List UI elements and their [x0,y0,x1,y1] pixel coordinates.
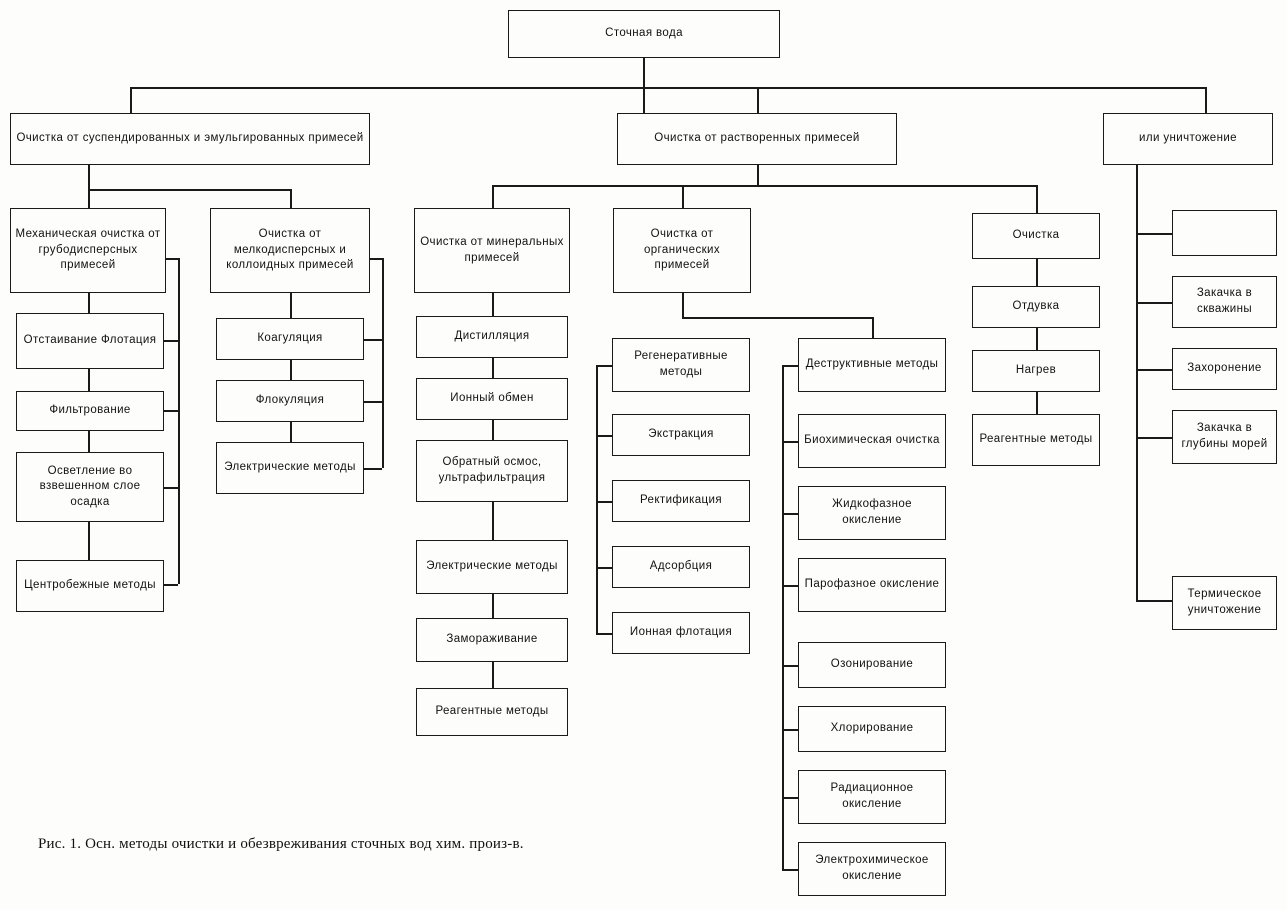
node-label: Механическая очистка от грубодисперсных примесей [15,228,161,272]
connector-line [88,293,90,313]
node-thermal [1172,576,1277,630]
node-rectification [612,480,750,522]
node-adsorption [612,546,750,588]
node-extraction [612,414,750,456]
connector-line [88,189,290,191]
node-ion-exchange [416,378,568,420]
node-label: Биохимическая очистка [804,434,940,447]
node-root [508,10,780,58]
connector-line [130,87,1205,89]
connector-line [492,358,494,378]
connector-line [1136,369,1172,371]
node-vapor-ox [798,558,946,612]
connector-line [290,422,292,442]
node-label: Озонирование [830,658,914,671]
node-label: Термическое уничтожение [1187,588,1262,616]
connector-line [782,665,798,667]
connector-line [364,468,382,470]
connector-line [757,87,759,113]
connector-line [1136,165,1138,600]
connector-line [290,360,292,380]
node-label: Сточная вода [605,27,683,40]
node-label: Закачка в глубины морей [1181,422,1268,450]
connector-line [164,487,178,489]
node-mineral [414,208,570,293]
connector-line [782,797,798,799]
node-label: Захоронение [1187,362,1262,375]
node-regenerative [612,338,750,392]
connector-line [782,869,798,871]
connector-line [1036,185,1038,213]
node-distillation [416,316,568,358]
node-label: Ионная флотация [629,626,733,639]
connector-line [596,365,598,633]
node-reagent-diss [972,414,1100,466]
connector-line [382,258,384,468]
node-electro-fine [216,442,364,494]
connector-line [872,317,874,338]
node-label: Электрические методы [224,461,356,474]
connector-line [757,165,759,185]
node-burial [1172,348,1277,390]
node-flocculation [216,380,364,422]
connector-line [643,58,645,88]
connector-line [782,585,798,587]
node-label: Регенеративные методы [634,350,728,378]
node-label: Реагентные методы [435,705,549,718]
connector-line [596,567,612,569]
connector-line [643,87,645,113]
connector-line [492,662,494,688]
node-electro-min [416,540,568,594]
connector-line [164,258,178,260]
connector-line [1136,302,1172,304]
node-label: Осветление во взвешенном слое осадка [39,464,141,508]
connector-line [782,729,798,731]
node-biochem [798,414,946,468]
connector-line [492,502,494,540]
connector-line [596,365,612,367]
node-inject-sea [1172,410,1277,464]
node-label: Реагентные методы [979,433,1093,446]
connector-line [1136,233,1172,235]
node-label: Жидкофазное окисление [832,498,912,526]
connector-line [682,185,684,208]
node-label: Деструктивные методы [805,358,939,371]
connector-line [1205,87,1207,113]
node-label: Центробежные методы [24,579,156,592]
connector-line [782,365,798,367]
connector-line [364,339,382,341]
connector-line [88,369,90,391]
node-label: Экстракция [648,428,714,441]
node-mech [10,208,166,293]
node-freezing [416,618,568,662]
connector-line [364,401,382,403]
node-label: Очистка от мелкодисперсных и коллоидных примесей [226,228,354,272]
node-label: Закачка в скважины [1196,287,1253,315]
figure-caption: Рис. 1. Осн. методы очистки и обезвреживания сточных вод хим. произ-в. [38,836,524,852]
node-electrochem-ox [798,842,946,896]
connector-line [88,431,90,452]
node-osmosis [416,440,568,502]
node-susp [10,113,370,165]
connector-line [596,435,612,437]
connector-line [596,501,612,503]
node-reagent-min [416,688,568,736]
connector-line [492,185,1037,187]
connector-line [782,441,798,443]
connector-line [88,522,90,560]
connector-line [164,410,178,412]
node-liquid-ox [798,486,946,540]
node-destruct [1103,113,1273,165]
connector-line [178,258,180,584]
node-cleaning [972,213,1100,259]
node-label: Радиационное окисление [830,782,914,810]
node-empty-top [1172,210,1277,256]
connector-line [164,340,178,342]
connector-line [492,293,494,316]
node-label: Хлорирование [830,722,914,735]
node-fine [210,208,370,293]
connector-line [782,513,798,515]
node-label: Ионный обмен [450,392,534,405]
node-clarify [16,452,164,522]
node-filtration [16,391,164,431]
node-label: Обратный осмос, ультрафильтрация [438,456,546,484]
connector-line [492,185,494,208]
node-coagulation [216,318,364,360]
node-dissolved [617,113,897,165]
node-ion-flotation [612,612,750,654]
connector-line [370,258,382,260]
node-label: Адсорбция [649,560,713,573]
node-inject-wells [1172,276,1277,328]
connector-line [1136,437,1172,439]
connector-line [1136,600,1172,602]
node-label: Очистка от минеральных примесей [420,235,564,264]
connector-line [130,87,132,113]
node-destructive [798,338,946,392]
node-label: Фильтрование [49,404,131,417]
node-organic [613,208,751,293]
node-label: Парофазное окисление [804,578,940,591]
node-label: Очистка от растворенных примесей [654,132,860,145]
connector-line [88,165,90,189]
node-centrifugal [16,560,164,612]
node-radiation-ox [798,770,946,824]
connector-line [164,584,178,586]
connector-line [492,420,494,440]
node-label: Электрические методы [426,560,558,573]
node-label: Электрохимическое окисление [815,854,929,882]
connector-line [88,189,90,208]
node-label: Отдувка [1012,300,1060,313]
node-label: Ректификация [639,494,722,507]
node-heating [972,350,1100,392]
node-label: Очистка от суспендированных и эмульгированных примесей [16,132,364,145]
node-label: или уничтожение [1139,132,1237,145]
connector-line [596,633,612,635]
connector-line [1036,392,1038,414]
node-label: Замораживание [446,633,538,646]
connector-line [290,293,292,318]
connector-line [492,594,494,618]
node-label: Коагуляция [257,332,323,345]
node-label: Очистка от органических примесей [643,228,721,272]
node-settling [16,313,164,369]
connector-line [682,317,872,319]
connector-line [1036,259,1038,286]
node-label: Отстаивание Флотация [23,334,157,347]
node-label: Нагрев [1015,364,1057,377]
connector-line [290,189,292,208]
connector-line [682,293,684,317]
node-label: Очистка [1012,229,1060,242]
node-label: Флокуляция [255,394,325,407]
node-chlorination [798,706,946,752]
node-ozonation [798,642,946,688]
node-label: Дистилляция [454,330,530,343]
node-stripping [972,286,1100,328]
connector-line [1036,328,1038,350]
